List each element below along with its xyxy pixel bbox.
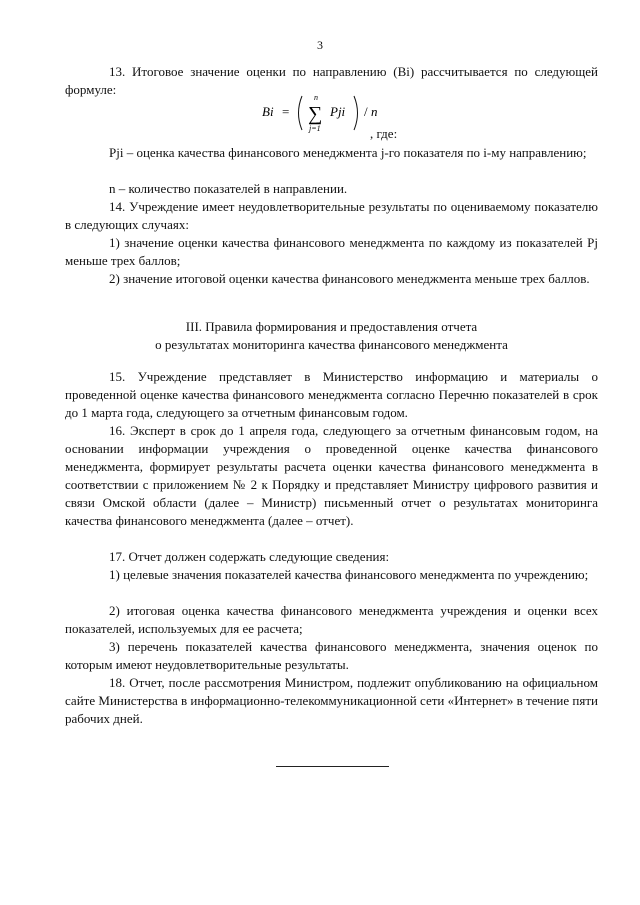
right-paren xyxy=(354,96,358,130)
paragraph-14-item-1: 1) значение оценки качества финансового менеджмента по каждому из показателей Pj меньше трех баллов; xyxy=(65,235,598,268)
paragraph-17: 17. Отчет должен содержать следующие сведения: xyxy=(109,549,390,564)
formula-upper-limit: n xyxy=(314,93,318,102)
end-divider xyxy=(276,766,389,767)
formula-slash: / xyxy=(364,104,368,119)
formula-sigma: ∑ xyxy=(308,103,323,125)
definition-pji: Pji – оценка качества финансового менеджмента j-го показателя по i-му направлению; xyxy=(109,145,587,160)
paragraph-17-item-2: 2) итоговая оценка качества финансового менеджмента учреждения и оценки всех показателей, используемых для ее расчета; xyxy=(65,603,598,636)
formula-term: Pji xyxy=(330,104,346,119)
definition-n: n – количество показателей в направлении. xyxy=(109,181,348,196)
left-paren xyxy=(299,96,303,130)
paragraph-15: 15. Учреждение представляет в Министерство информацию и материалы о проведенной оценке качества финансового менеджмента согласно Перечню показателей в срок до 1 марта года, следующего за отчетным финансовым годом. xyxy=(65,369,598,420)
page-number: 3 xyxy=(317,38,323,52)
formula-divisor: n xyxy=(371,104,378,119)
section-title-line-2: о результатах мониторинга качества финансового менеджмента xyxy=(155,337,508,352)
section-title-line-1: III. Правила формирования и предоставления отчета xyxy=(185,319,478,334)
formula-lower-limit: j=1 xyxy=(309,124,321,133)
paragraph-13: 13. Итоговое значение оценки по направлению (Bi) рассчитывается по следующей формуле: xyxy=(65,64,598,97)
paragraph-18: 18. Отчет, после рассмотрения Министром, подлежит опубликованию на официальном сайте Министерства в информационно-телекоммуникационной сети «Интернет» в течение пяти рабочих дней. xyxy=(65,675,598,726)
formula-where: , где: xyxy=(370,126,398,141)
paragraph-17-item-3: 3) перечень показателей качества финансового менеджмента, значения оценок по которым имеют неудовлетворительные результаты. xyxy=(65,639,598,672)
formula-equals: = xyxy=(282,104,290,119)
paragraph-16: 16. Эксперт в срок до 1 апреля года, следующего за отчетным финансовым годом, на основании информации учреждения о проведенной оценке качества финансового менеджмента, формирует результаты расчета оценки качества финансового менеджмента в соответствии с приложением № 2 к Порядку и представляет Министру цифрового развития и связи Омской области (далее – Министр) письменный отчет о результатах мониторинга качества финансового менеджмента (далее – отчет). xyxy=(65,423,598,528)
paragraph-14: 14. Учреждение имеет неудовлетворительные результаты по оцениваемому показателю в следующих случаях: xyxy=(65,199,598,232)
paragraph-17-item-1: 1) целевые значения показателей качества финансового менеджмента по учреждению; xyxy=(109,567,589,582)
paragraph-14-item-2: 2) значение итоговой оценки качества финансового менеджмента меньше трех баллов. xyxy=(109,271,590,286)
formula-lhs: Bi xyxy=(262,104,274,119)
section-title xyxy=(65,318,598,354)
